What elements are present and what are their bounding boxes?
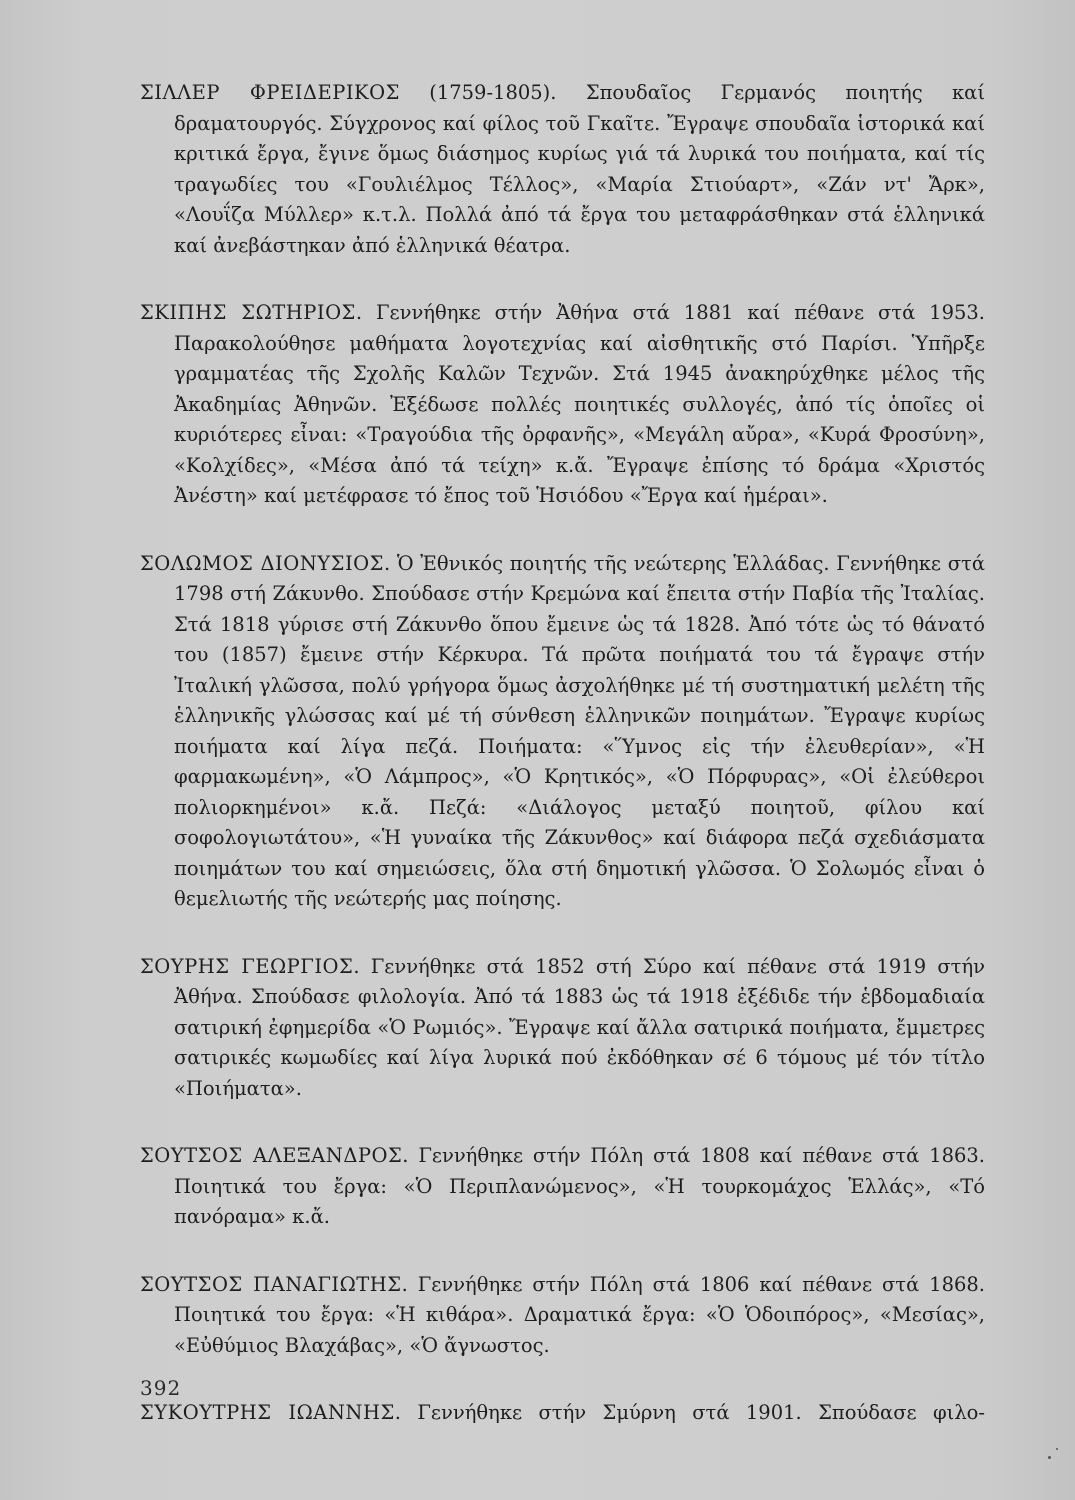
entry-solomos [140, 549, 985, 915]
entry-text: . Γεννήθηκε στήν Πόλη στά 1806 καί πέθανε στά 1868. Ποιητικά του ἔργα: «Ἡ κιθάρα». Δραματικά ἔργα: «Ὁ Ὁδοιπόρος», «Μεσίας», «Εὐθύμιος Βλαχάβας», «Ὁ ἄγνωστος. [174, 1272, 985, 1357]
entry-text: (1759-1805). Σπουδαῖος Γερμανός ποιητής καί δραματουργός. Σύγχρονος καί φίλος τοῦ Γκαῖτε. Ἔγραψε σπουδαῖα ἱστορικά καί κριτικά ἔργα, ἔγινε ὅμως διάσημος κυρίως γιά τά λυρικά του ποιήματα, καί τίς τραγωδίες του «Γουλιέλμος Τέλλος», «Μαρία Στιούαρτ», «Ζάν ντ' Ἄρκ», «Λουΐζα Μύλλερ» κ.τ.λ. Πολλά ἀπό τά ἔργα του μεταφράσθηκαν στά ἑλληνικά καί ἀνεβάστηκαν ἀπό ἑλληνικά θέατρα. [174, 81, 985, 257]
entry-name: ΣΥΚΟΥΤΡΗΣ ΙΩΑΝΝΗΣ [140, 1401, 395, 1424]
entry-name: ΣΟΥΤΣΟΣ ΠΑΝΑΓΙΩΤΗΣ [140, 1272, 402, 1296]
page-number: 392 [140, 1376, 182, 1400]
glossary-entries [140, 78, 985, 1429]
entry-name: ΣΟΛΩΜΟΣ ΔΙΟΝΥΣΙΟΣ [140, 551, 384, 575]
entry-souris [140, 952, 985, 1105]
entry-text: . Γεννήθηκε στήν Πόλη στά 1808 καί πέθανε στά 1863. Ποιητικά του ἔργα: «Ὁ Περιπλανώμενος», «Ἡ τουρκομάχος Ἑλλάς», «Τό πανόραμα» κ.ἄ. [174, 1144, 985, 1228]
entry-skipis [140, 298, 985, 512]
entry-soutsos-panagiotis [140, 1270, 985, 1362]
entry-name: ΣΟΥΤΣΟΣ ΑΛΕΞΑΝΔΡΟΣ [140, 1144, 403, 1167]
print-speck [1056, 1448, 1058, 1450]
entry-soutsos-alexandros [140, 1141, 985, 1233]
print-speck [1048, 1456, 1051, 1459]
entry-text: . Γεννήθηκε στήν Ἀθήνα στά 1881 καί πέθανε στά 1953. Παρακολούθησε μαθήματα λογοτεχνίας καί αἰσθητικῆς στό Παρίσι. Ὑπῆρξε γραμματέας τῆς Σχολῆς Καλῶν Τεχνῶν. Στά 1945 ἀνακηρύχθηκε μέλος τῆς Ἀκαδημίας Ἀθηνῶν. Ἐξέδωσε πολλές ποιητικές συλλογές, ἀπό τίς ὁποῖες οἱ κυριότερες εἶναι: «Τραγούδια τῆς ὀρφανῆς», «Μεγάλη αὔρα», «Κυρά Φροσύνη», «Κολχίδες», «Μέσα ἀπό τά τείχη» κ.ἄ. Ἔγραψε ἐπίσης τό δράμα «Χριστός Ἀνέστη» καί μετέφρασε τό ἔπος τοῦ Ἡσιόδου «Ἔργα καί ἡμέραι». [174, 301, 985, 507]
entry-name: ΣΟΥΡΗΣ ΓΕΩΡΓΙΟΣ [140, 954, 354, 978]
entry-name: ΣΚΙΠΗΣ ΣΩΤΗΡΙΟΣ [140, 301, 356, 324]
entry-text: . Γεννήθηκε στήν Σμύρνη στά 1901. Σπούδασε φιλο- [394, 1401, 986, 1424]
entry-siller [140, 78, 985, 261]
entry-text: . Γεννήθηκε στά 1852 στή Σύρο καί πέθανε στά 1919 στήν Ἀθήνα. Σπούδασε φιλολογία. Ἀπό τά 1883 ὡς τά 1918 ἐξέδιδε τήν ἑβδομαδιαία σατιρική ἐφημερίδα «Ὁ Ρωμιός». Ἔγραψε καί ἄλλα σατιρικά ποιήματα, ἔμμετρες σατιρικές κωμωδίες καί λίγα λυρικά πού ἐκδόθηκαν σέ 6 τόμους μέ τόν τίτλο «Ποιήματα». [174, 954, 985, 1100]
entry-sykoutris [140, 1398, 985, 1429]
entry-name: ΣΙΛΛΕΡ ΦΡΕΙΔΕΡΙΚΟΣ [140, 81, 400, 104]
entry-text: . Ὁ Ἐθνικός ποιητής τῆς νεώτερης Ἑλλάδας. Γεννήθηκε στά 1798 στή Ζάκυνθο. Σπούδασε στήν Κρεμώνα καί ἔπειτα στήν Παβία τῆς Ἰταλίας. Στά 1818 γύρισε στή Ζάκυνθο ὅπου ἔμεινε ὡς τά 1828. Ἀπό τότε ὡς τό θάνατό του (1857) ἔμεινε στήν Κέρκυρα. Τά πρῶτα ποιήματά του τά ἔγραψε στήν Ἰταλική γλῶσσα, πολύ γρήγορα ὅμως ἀσχολήθηκε μέ τή συστηματική μελέτη τῆς ἑλληνικῆς γλώσσας καί μέ τή σύνθεση ἑλληνικῶν ποιημάτων. Ἔγραψε κυρίως ποιήματα καί λίγα πεζά. Ποιήματα: «Ὕμνος εἰς τήν ἐλευθερίαν», «Ἡ φαρμακωμένη», «Ὁ Λάμπρος», «Ὁ Κρητικός», «Ὁ Πόρφυρας», «Οἱ ἐλεύθεροι πολιορκημένοι» κ.ἄ. Πεζά: «Διάλογος μεταξύ ποιητοῦ, φίλου καί σοφολογιωτάτου», «Ἡ γυναίκα τῆς Ζάκυνθος» καί διάφορα πεζά σχεδιάσματα ποιημάτων του καί σημειώσεις, ὅλα στή δημοτική γλῶσσα. Ὁ Σολωμός εἶναι ὁ θεμελιωτής τῆς νεώτερής μας ποίησης. [174, 551, 985, 910]
